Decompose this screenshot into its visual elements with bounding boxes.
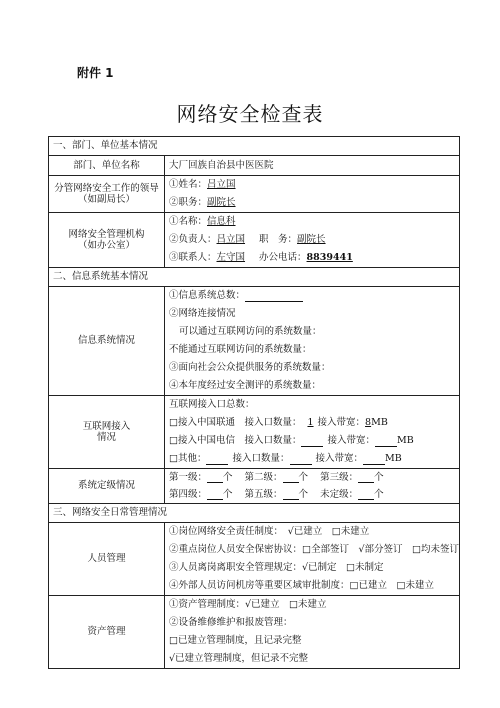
- internet-other-count-label: 接入口数量：: [232, 453, 290, 465]
- section-2-header: 二、信息系统基本情况: [49, 268, 460, 287]
- section-3-header: 三、网络安全日常管理情况: [49, 504, 460, 523]
- security-check-form: [48, 136, 460, 669]
- internet-label-line1: 互联网接入: [82, 420, 131, 432]
- internet-other-count-blank: [290, 454, 312, 465]
- asset-line-1: ①资产管理制度：√已建立 □未建立: [169, 599, 327, 611]
- grade-2-unit: 个: [298, 471, 309, 483]
- grading-row: [49, 469, 460, 504]
- grade-6-unit: 个: [374, 488, 384, 500]
- section-1-header: 一、部门、单位基本情况: [49, 137, 460, 156]
- internet-other-bw-blank: [363, 454, 385, 465]
- section-1-header-row: [49, 137, 460, 156]
- personnel-line-1: ①岗位网络安全责任制度： √已建立 □未建立: [169, 526, 370, 538]
- section-2-header-row: [49, 268, 460, 287]
- internet-other-name-blank: [206, 454, 228, 465]
- systems-total-line: [169, 287, 455, 305]
- org-name: 信息科: [207, 216, 236, 228]
- personnel-label: 人员管理: [49, 523, 165, 596]
- leader-title: 副院长: [207, 197, 236, 209]
- internet-total-line: 互联网接入口总数：: [169, 399, 255, 411]
- internet-unicom-line: [169, 414, 455, 432]
- leader-name-line: [169, 176, 455, 194]
- org-head-title: 副院长: [297, 234, 326, 246]
- internet-value: [165, 396, 460, 469]
- leader-label: [49, 176, 165, 213]
- leader-value: [165, 176, 460, 213]
- systems-non-internet-line: 不能通过互联网访问的系统数量：: [169, 344, 312, 356]
- systems-value: [165, 287, 460, 396]
- internet-unicom-bw-label: 接入带宽：: [317, 417, 366, 429]
- dept-row: [49, 156, 460, 176]
- grade-4-blank: [207, 489, 223, 500]
- personnel-value: [165, 523, 460, 596]
- systems-total-blank: [245, 291, 303, 302]
- grade-2-label: 第二级：: [244, 471, 283, 483]
- org-contact-line: [169, 249, 455, 267]
- grade-3-unit: 个: [374, 471, 384, 483]
- leader-label-line2: （如副局长）: [77, 194, 135, 205]
- org-head-title-prefix: 职 务：: [259, 234, 298, 246]
- org-name-prefix: ①名称：: [169, 216, 208, 228]
- internet-telecom-count-blank: [301, 436, 323, 447]
- grade-4-unit: 个: [223, 488, 233, 500]
- leader-name: 吕立国: [207, 179, 236, 191]
- page-title: 网络安全检查表: [176, 102, 324, 126]
- grading-line-2: [169, 486, 455, 503]
- grade-3-blank: [358, 472, 374, 483]
- grade-2-blank: [283, 472, 299, 483]
- org-phone: 8839441: [306, 252, 353, 264]
- internet-row: [49, 396, 460, 469]
- grade-1-unit: 个: [223, 471, 233, 483]
- systems-row: [49, 287, 460, 396]
- systems-public-line: ③面向社会公众提供服务的系统数量：: [169, 362, 331, 374]
- asset-line-4: √已建立管理制度，但记录不完整: [169, 653, 309, 665]
- systems-internet-line: 可以通过互联网访问的系统数量：: [179, 326, 322, 338]
- asset-line-3: □已建立管理制度，且记录完整: [169, 635, 302, 647]
- internet-unicom-bw: 8: [365, 417, 372, 429]
- grading-value: [165, 469, 460, 504]
- systems-network-line: ②网络连接情况: [169, 308, 236, 320]
- grade-5-unit: 个: [298, 488, 309, 500]
- personnel-row: [49, 523, 460, 596]
- org-label-line1: 网络安全管理机构: [68, 228, 145, 240]
- internet-telecom-bw-label: 接入带宽：: [327, 435, 375, 447]
- attachment-label: 附件 1: [77, 66, 114, 80]
- internet-other-bw-label: 接入带宽：: [315, 453, 364, 465]
- org-phone-prefix: 办公电话：: [259, 252, 307, 264]
- org-contact: 左守国: [216, 252, 246, 264]
- org-head-line: [169, 231, 455, 249]
- grade-1-blank: [207, 472, 223, 483]
- leader-name-prefix: ①姓名：: [169, 179, 208, 191]
- org-head-prefix: ②负责人：: [169, 234, 217, 246]
- dept-label: 部门、单位名称: [49, 156, 165, 176]
- internet-unicom-text: □接入中国联通 接入口数量：: [169, 417, 302, 429]
- personnel-line-3: ③人员离岗离职安全管理规定：√已制定 □未制定: [169, 562, 384, 574]
- internet-label: [49, 396, 165, 469]
- org-label-line2: （如办公室）: [77, 240, 135, 251]
- org-head: 吕立国: [216, 234, 246, 246]
- personnel-line-2: ②重点岗位人员安全保密协议：□全部签订 √部分签订 □均未签订: [169, 544, 460, 556]
- grade-6-blank: [358, 489, 374, 500]
- grading-line-1: [169, 469, 455, 486]
- grade-5-blank: [283, 489, 299, 500]
- asset-label: 资产管理: [49, 596, 165, 669]
- internet-other-unit: MB: [385, 453, 402, 465]
- org-name-line: [169, 213, 455, 231]
- internet-telecom-line: [169, 432, 455, 450]
- asset-value: [165, 596, 460, 669]
- internet-unicom-count: 1: [307, 417, 314, 429]
- org-value: [165, 213, 460, 268]
- leader-row: [49, 176, 460, 213]
- internet-unicom-unit: MB: [371, 417, 388, 429]
- internet-telecom-text: □接入中国电信 接入口数量：: [169, 435, 302, 447]
- grade-4-label: 第四级：: [169, 488, 208, 500]
- asset-line-2: ②设备维修维护和报废管理：: [169, 617, 293, 629]
- grading-label: 系统定级情况: [49, 469, 165, 504]
- org-label: [49, 213, 165, 268]
- grade-5-label: 第五级：: [244, 488, 283, 500]
- asset-row: [49, 596, 460, 669]
- org-row: [49, 213, 460, 268]
- leader-label-line1: 分管网络安全工作的领导: [54, 182, 159, 194]
- systems-tested-line: ④本年度经过安全测评的系统数量：: [169, 380, 322, 392]
- grade-6-label: 未定级：: [320, 488, 359, 500]
- dept-value: 大厂回族自治县中医医院: [165, 156, 460, 176]
- internet-other-line: [169, 450, 455, 468]
- personnel-line-4: ④外部人员访问机房等重要区域审批制度：□已建立 □未建立: [169, 580, 434, 592]
- internet-telecom-bw-blank: [375, 436, 397, 447]
- systems-total-text: ①信息系统总数：: [169, 290, 246, 302]
- leader-title-prefix: ②职务：: [169, 197, 208, 209]
- internet-telecom-unit: MB: [397, 435, 414, 447]
- section-3-header-row: [49, 504, 460, 523]
- systems-label: 信息系统情况: [49, 287, 165, 396]
- internet-label-line2: 情况: [96, 432, 116, 443]
- org-contact-prefix: ③联系人：: [169, 252, 217, 264]
- internet-other-text: □其他：: [169, 453, 207, 465]
- grade-3-label: 第三级：: [320, 471, 359, 483]
- grade-1-label: 第一级：: [169, 471, 208, 483]
- leader-title-line: [169, 194, 455, 212]
